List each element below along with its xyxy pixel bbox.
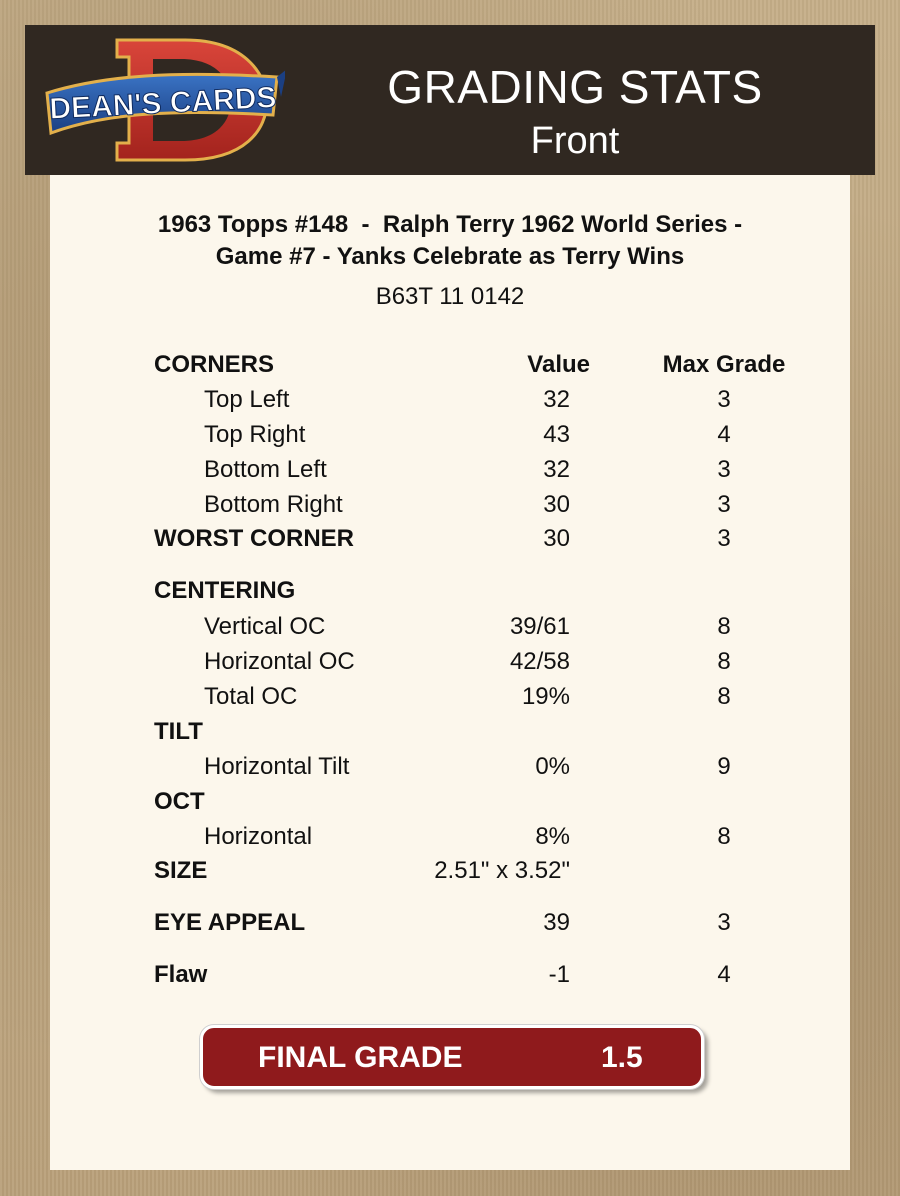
stat-row-eye-appeal: EYE APPEAL 39 3 bbox=[154, 909, 731, 936]
centering-section-label: CENTERING bbox=[154, 577, 296, 604]
stat-label: Top Right bbox=[204, 421, 306, 448]
stat-row-size bbox=[50, 857, 850, 887]
stat-label: Total OC bbox=[204, 683, 298, 710]
stat-value: 42/58 bbox=[509, 648, 570, 675]
stat-label: Vertical OC bbox=[204, 613, 326, 640]
tilt-section-label: TILT bbox=[154, 718, 203, 745]
final-grade-value: 1.5 bbox=[601, 1041, 643, 1074]
stat-value: 30 bbox=[543, 491, 570, 518]
stat-label: Bottom Left bbox=[204, 456, 327, 483]
card-title-line-1: 1963 Topps #148 - Ralph Terry 1962 World Series - bbox=[157, 211, 743, 238]
stat-value: 30 bbox=[543, 525, 570, 552]
logo-graphic bbox=[45, 35, 285, 165]
stat-value: 0% bbox=[535, 753, 570, 780]
stats-panel bbox=[50, 175, 850, 1170]
eye-appeal-label: EYE APPEAL bbox=[154, 909, 306, 936]
stat-row-horizontal-oc: Horizontal OC 42/58 8 bbox=[204, 648, 731, 675]
stat-label: Bottom Right bbox=[204, 491, 343, 518]
header-bar bbox=[25, 25, 875, 175]
stat-value: 39 bbox=[543, 909, 570, 936]
oct-header-row bbox=[50, 788, 850, 818]
stat-row-vertical-oc: Vertical OC 39/61 8 bbox=[204, 613, 731, 640]
stat-value: 32 bbox=[543, 456, 570, 483]
value-column-header: Value bbox=[527, 351, 590, 378]
stat-value: 19% bbox=[521, 683, 570, 710]
card-title-line-2: Game #7 - Yanks Celebrate as Terry Wins bbox=[215, 243, 685, 270]
stat-label: Top Left bbox=[204, 386, 290, 413]
page-title: GRADING STATS bbox=[387, 61, 763, 113]
size-label: SIZE bbox=[154, 857, 208, 884]
corners-header-row: CORNERS Value Max Grade bbox=[154, 351, 786, 378]
stat-row-oct-horizontal: Horizontal 8% 8 bbox=[204, 823, 731, 850]
stat-row-horizontal-tilt: Horizontal Tilt 0% 9 bbox=[204, 753, 731, 780]
final-grade-label: FINAL GRADE bbox=[258, 1041, 463, 1074]
stat-row-total-oc: Total OC 19% 8 bbox=[204, 683, 731, 710]
worst-corner-label: WORST CORNER bbox=[154, 525, 354, 552]
final-grade-badge bbox=[200, 1025, 704, 1089]
stat-value: -1 bbox=[548, 961, 570, 988]
flaw-label: Flaw bbox=[154, 961, 208, 988]
stat-row-top-left: Top Left 32 3 bbox=[204, 386, 731, 413]
stat-row-bottom-left: Bottom Left 32 3 bbox=[204, 456, 731, 483]
logo-text: DEAN'S CARDS bbox=[48, 81, 278, 126]
stat-row-top-right: Top Right 43 4 bbox=[204, 421, 731, 448]
page-subtitle: Front bbox=[530, 120, 620, 162]
stat-row-bottom-right: Bottom Right 30 3 bbox=[204, 491, 731, 518]
card-id: B63T 11 0142 bbox=[375, 283, 525, 310]
stat-row-flaw: Flaw -1 4 bbox=[154, 961, 731, 988]
stat-value: 8% bbox=[535, 823, 570, 850]
stat-value: 32 bbox=[543, 386, 570, 413]
stat-label: Horizontal Tilt bbox=[204, 753, 350, 780]
oct-section-label: OCT bbox=[154, 788, 205, 815]
stat-label: Horizontal OC bbox=[204, 648, 355, 675]
deans-cards-logo bbox=[45, 35, 285, 165]
corners-section-label: CORNERS bbox=[154, 351, 275, 378]
stat-value: 43 bbox=[543, 421, 570, 448]
stat-value: 39/61 bbox=[509, 613, 570, 640]
size-value: 2.51" x 3.52" bbox=[434, 857, 570, 884]
card-title bbox=[50, 209, 850, 273]
stat-label: Horizontal bbox=[204, 823, 313, 850]
stat-row-worst-corner: WORST CORNER 30 3 bbox=[154, 525, 731, 552]
centering-header-row bbox=[50, 577, 850, 607]
tilt-header-row bbox=[50, 718, 850, 748]
